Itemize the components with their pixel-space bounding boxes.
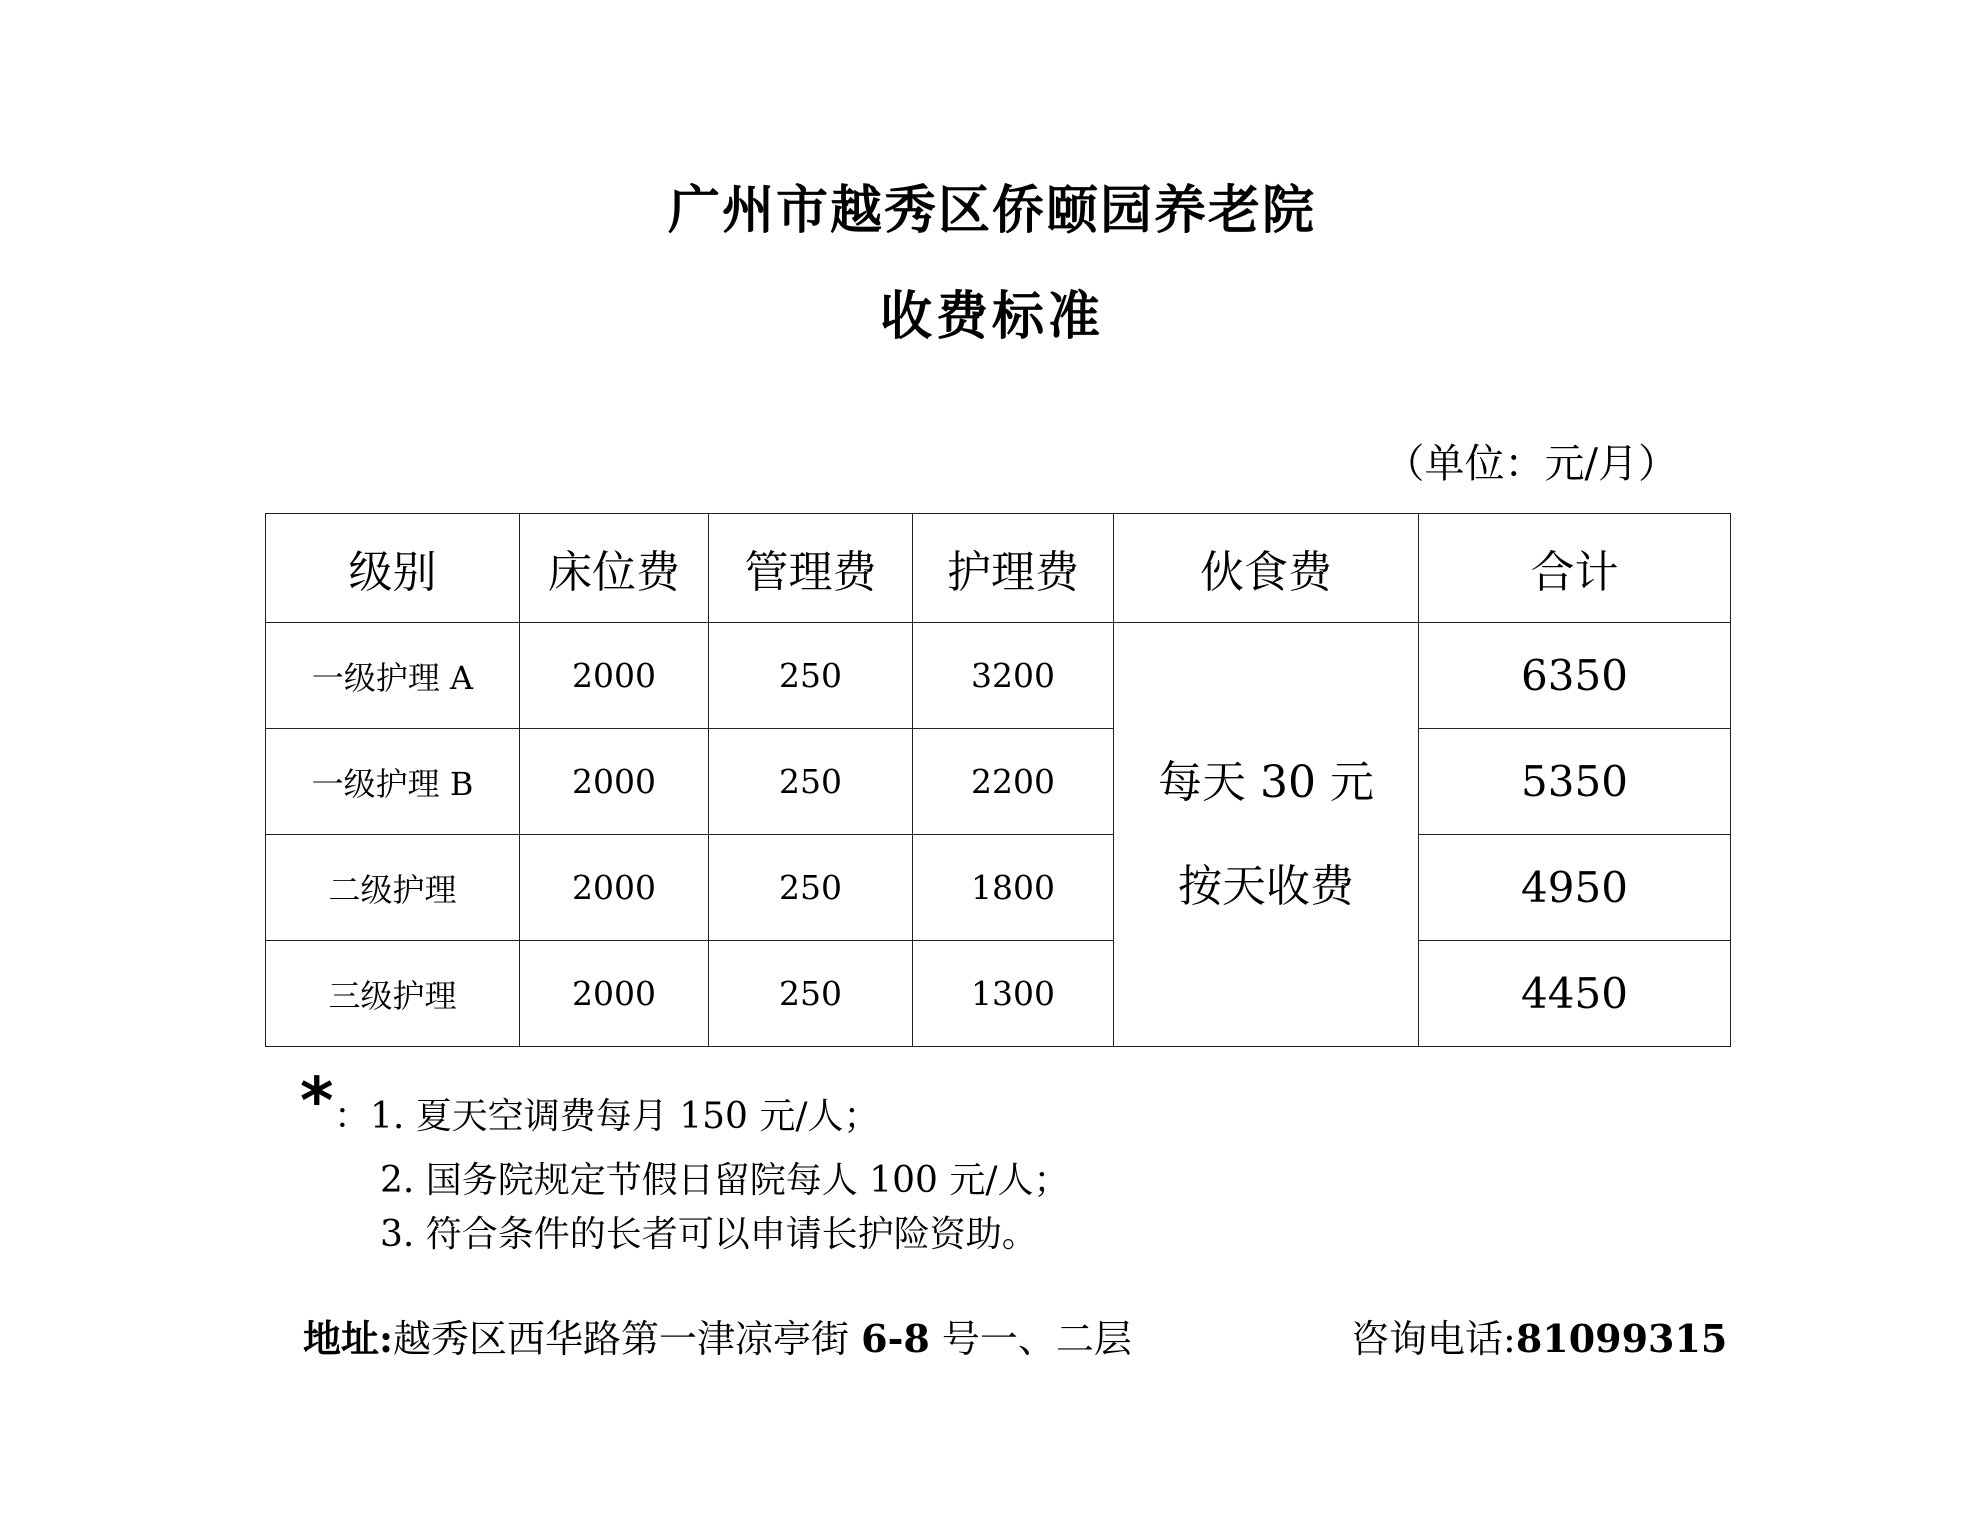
asterisk-marker: * (300, 1065, 334, 1139)
cell-level: 一级护理 B (266, 729, 520, 835)
page-subtitle: 收费标准 (879, 287, 1104, 347)
cell-total: 4450 (1419, 941, 1731, 1047)
note-item: 3. 符合条件的长者可以申请长护险资助。 (380, 1214, 1038, 1255)
fee-table (265, 513, 1731, 1047)
header-bed-fee: 床位费 (520, 514, 709, 623)
cell-meal-fee (1114, 623, 1419, 1047)
cell-level: 一级护理 A (266, 623, 520, 729)
phone-number: 81099315 (1515, 1316, 1728, 1361)
cell-mgmt: 250 (709, 623, 913, 729)
table-row (266, 623, 1731, 729)
cell-care: 2200 (913, 729, 1114, 835)
cell-care: 3200 (913, 623, 1114, 729)
cell-total: 5350 (1419, 729, 1731, 835)
cell-bed: 2000 (520, 941, 709, 1047)
cell-bed: 2000 (520, 835, 709, 941)
phone (1351, 1308, 1727, 1363)
address-value: 越秀区西华路第一津凉亭街 (393, 1317, 862, 1361)
cell-level: 二级护理 (266, 835, 520, 941)
table-row (266, 835, 1731, 941)
header-total: 合计 (1419, 514, 1731, 623)
cell-level: 三级护理 (266, 941, 520, 1047)
table-row (266, 729, 1731, 835)
meal-fee-rate: 每天 30 元 (1158, 756, 1374, 808)
cell-total: 4950 (1419, 835, 1731, 941)
note-item: ：1. 夏天空调费每月 150 元/人； (334, 1096, 880, 1137)
table-row (266, 941, 1731, 1047)
cell-mgmt: 250 (709, 941, 913, 1047)
note-item: 2. 国务院规定节假日留院每人 100 元/人； (380, 1160, 1070, 1201)
cell-total: 6350 (1419, 623, 1731, 729)
address-value-suffix: 号一、二层 (929, 1317, 1132, 1361)
cell-mgmt: 250 (709, 835, 913, 941)
cell-care: 1300 (913, 941, 1114, 1047)
address (303, 1308, 1132, 1363)
page-title: 广州市越秀区侨颐园养老院 (667, 181, 1316, 241)
cell-care: 1800 (913, 835, 1114, 941)
header-care-fee: 护理费 (913, 514, 1114, 623)
cell-mgmt: 250 (709, 729, 913, 835)
address-label: 地址: (303, 1316, 394, 1361)
header-level: 级别 (266, 514, 520, 623)
address-number: 6-8 (861, 1316, 930, 1361)
phone-label: 咨询电话: (1351, 1317, 1516, 1361)
header-meal-fee: 伙食费 (1114, 514, 1419, 623)
header-management-fee: 管理费 (709, 514, 913, 623)
unit-label: （单位：元/月） (1384, 441, 1678, 487)
cell-bed: 2000 (520, 729, 709, 835)
table-header-row (266, 514, 1731, 623)
meal-fee-basis: 按天收费 (1178, 860, 1354, 912)
cell-bed: 2000 (520, 623, 709, 729)
